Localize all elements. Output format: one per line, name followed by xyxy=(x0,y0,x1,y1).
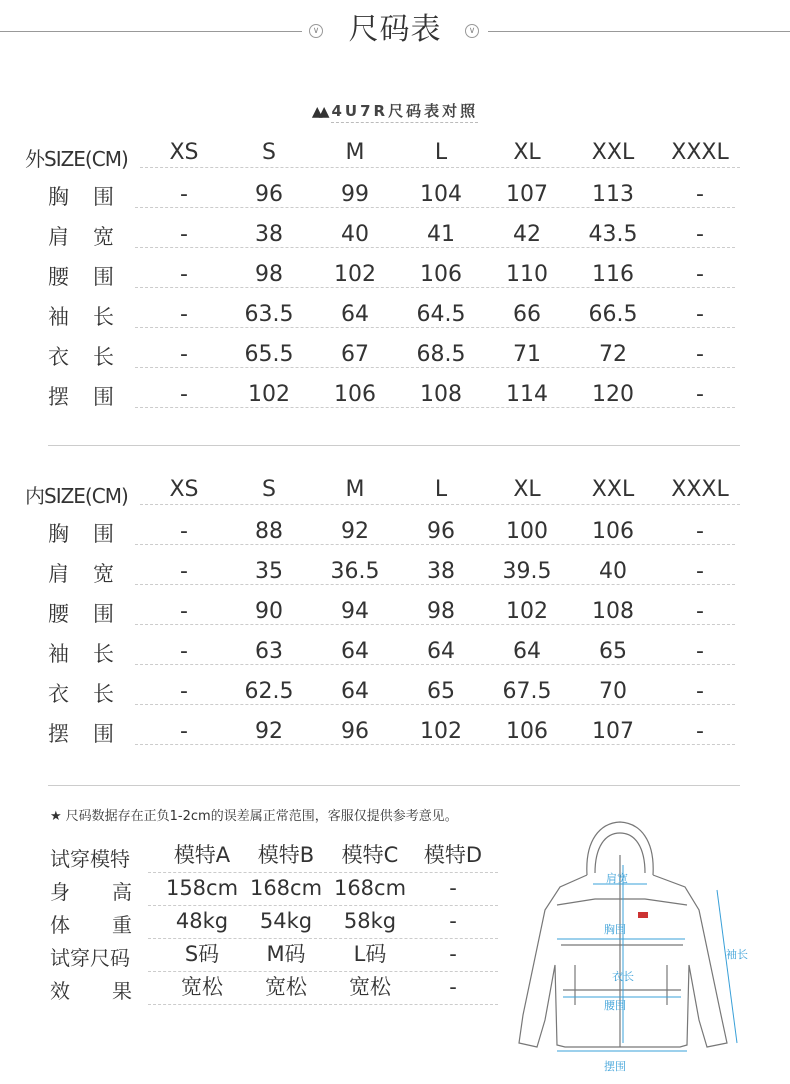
model-value-cell: S码 xyxy=(184,942,220,966)
value-cell: 38 xyxy=(427,559,455,584)
table-row xyxy=(0,635,790,675)
value-cell: - xyxy=(696,262,704,287)
model-row xyxy=(48,941,500,974)
logo-mark xyxy=(638,912,648,918)
value-cell: 64 xyxy=(341,302,369,327)
value-cell: - xyxy=(180,679,188,704)
jacket-diagram xyxy=(505,815,765,1084)
value-cell: - xyxy=(696,222,704,247)
value-cell: 92 xyxy=(341,519,369,544)
row-dashed-line xyxy=(135,624,735,625)
model-value-cell: 58kg xyxy=(343,909,397,933)
value-cell: 64 xyxy=(427,639,455,664)
size-header-cell: XXXL xyxy=(671,140,729,165)
model-value-cell: 模特B xyxy=(257,843,315,867)
value-cell: 107 xyxy=(506,182,548,207)
row-label-char: 围 xyxy=(93,185,114,209)
size-header-cell: S xyxy=(262,140,276,165)
row-label-char: 肩 xyxy=(48,225,69,249)
row-label-char: 围 xyxy=(93,722,114,746)
row-label-char: 围 xyxy=(93,602,114,626)
value-cell: 72 xyxy=(599,342,627,367)
star-icon: ★ xyxy=(50,809,62,824)
value-cell: 92 xyxy=(255,719,283,744)
page-title: 尺码表 xyxy=(348,12,442,47)
value-cell: - xyxy=(180,342,188,367)
table-row xyxy=(0,178,790,218)
row-label xyxy=(48,599,114,629)
row-dashed-line xyxy=(148,938,498,939)
value-cell: 43.5 xyxy=(588,222,638,247)
model-label-text: 试穿尺码 xyxy=(50,946,130,970)
value-cell: - xyxy=(180,302,188,327)
model-row-label xyxy=(50,879,132,905)
value-cell: 64.5 xyxy=(416,302,466,327)
value-cell: 62.5 xyxy=(244,679,294,704)
value-cell: 100 xyxy=(506,519,548,544)
model-value-cell: 模特A xyxy=(173,843,231,867)
row-label-char: 胸 xyxy=(48,522,69,546)
value-cell: 94 xyxy=(341,599,369,624)
row-dashed-line xyxy=(135,287,735,288)
table-row xyxy=(0,258,790,298)
value-cell: 65 xyxy=(599,639,627,664)
row-label xyxy=(48,382,114,412)
value-cell: 65.5 xyxy=(244,342,294,367)
row-dashed-line xyxy=(135,327,735,328)
value-cell: 96 xyxy=(427,519,455,544)
size-header-cell: XL xyxy=(513,140,541,165)
model-label-text: 试穿模特 xyxy=(50,847,130,871)
row-label-char: 宽 xyxy=(93,562,114,586)
size-header-cell: M xyxy=(345,140,365,165)
size-header-cell: XL xyxy=(513,477,541,502)
value-cell: 42 xyxy=(513,222,541,247)
value-cell: 113 xyxy=(592,182,634,207)
row-label xyxy=(48,559,114,589)
row-dashed-line xyxy=(135,664,735,665)
row-dashed-line xyxy=(135,544,735,545)
value-cell: 116 xyxy=(592,262,634,287)
value-cell: - xyxy=(180,262,188,287)
value-cell: - xyxy=(696,639,704,664)
model-value-cell: L码 xyxy=(353,942,387,966)
size-header-cell: XXL xyxy=(591,477,635,502)
size-note xyxy=(50,805,458,824)
size-header-cell: M xyxy=(345,477,365,502)
value-cell: - xyxy=(180,382,188,407)
value-cell: - xyxy=(180,559,188,584)
section-divider xyxy=(48,445,740,446)
model-value-cell: 模特D xyxy=(423,843,483,867)
size-header-cell: L xyxy=(434,477,448,502)
value-cell: 102 xyxy=(334,262,376,287)
value-cell: 64 xyxy=(341,679,369,704)
row-label-char: 围 xyxy=(93,385,114,409)
row-dashed-line xyxy=(140,504,740,505)
waist-label: 腰围 xyxy=(604,999,626,1012)
size-header-cell: XXXL xyxy=(671,477,729,502)
value-cell: - xyxy=(696,342,704,367)
value-cell: 99 xyxy=(341,182,369,207)
section-divider xyxy=(48,785,740,786)
value-cell: 67.5 xyxy=(502,679,552,704)
value-cell: 104 xyxy=(420,182,462,207)
value-cell: 66 xyxy=(513,302,541,327)
table-row xyxy=(0,715,790,755)
row-label-char: 衣 xyxy=(48,682,69,706)
value-cell: 96 xyxy=(255,182,283,207)
size-header-row xyxy=(0,475,790,515)
model-label-text: 高 xyxy=(112,880,132,904)
value-cell: 71 xyxy=(513,342,541,367)
model-value-cell: - xyxy=(449,942,457,966)
size-header-cell: XS xyxy=(169,140,199,165)
table-row xyxy=(0,515,790,555)
model-row-label xyxy=(50,978,132,1004)
model-label-text: 果 xyxy=(112,979,132,1003)
value-cell: 106 xyxy=(420,262,462,287)
row-dashed-line xyxy=(135,207,735,208)
value-cell: 120 xyxy=(592,382,634,407)
model-row-label xyxy=(50,912,132,938)
value-cell: 98 xyxy=(255,262,283,287)
size-header-cell: XXL xyxy=(591,140,635,165)
value-cell: 106 xyxy=(506,719,548,744)
model-value-cell: 168cm xyxy=(333,876,407,900)
value-cell: - xyxy=(696,679,704,704)
model-value-cell: 模特C xyxy=(341,843,399,867)
value-cell: 67 xyxy=(341,342,369,367)
row-label-char: 摆 xyxy=(48,385,69,409)
size-header-cell: L xyxy=(434,140,448,165)
size-header-row xyxy=(0,138,790,178)
value-cell: 63.5 xyxy=(244,302,294,327)
value-cell: - xyxy=(696,559,704,584)
model-label-text: 身 xyxy=(50,880,70,904)
model-row xyxy=(48,908,500,941)
value-cell: - xyxy=(180,519,188,544)
table-label: 外SIZE(CM) xyxy=(25,147,128,171)
value-cell: 102 xyxy=(248,382,290,407)
chevron-down-circle-icon: ∨ xyxy=(309,24,323,38)
row-label-char: 肩 xyxy=(48,562,69,586)
row-label-char: 宽 xyxy=(93,225,114,249)
row-dashed-line xyxy=(135,407,735,408)
row-label-char: 长 xyxy=(93,345,114,369)
row-label-char: 腰 xyxy=(48,265,69,289)
value-cell: 106 xyxy=(592,519,634,544)
row-label xyxy=(48,342,114,372)
row-label-char: 围 xyxy=(93,265,114,289)
row-label-char: 衣 xyxy=(48,345,69,369)
value-cell: - xyxy=(180,222,188,247)
value-cell: - xyxy=(696,519,704,544)
value-cell: - xyxy=(180,639,188,664)
row-dashed-line xyxy=(135,744,735,745)
value-cell: - xyxy=(696,719,704,744)
row-dashed-line xyxy=(135,584,735,585)
value-cell: 70 xyxy=(599,679,627,704)
row-label-char: 胸 xyxy=(48,185,69,209)
table-row xyxy=(0,218,790,258)
model-value-cell: 168cm xyxy=(249,876,323,900)
row-dashed-line xyxy=(148,971,498,972)
note-text: 尺码数据存在正负1-2cm的误差属正常范围，客服仅提供参考意见。 xyxy=(65,809,458,824)
table-label: 内SIZE(CM) xyxy=(25,484,128,508)
row-label-char: 长 xyxy=(93,642,114,666)
row-dashed-line xyxy=(140,167,740,168)
table-row xyxy=(0,675,790,715)
row-label xyxy=(48,639,114,669)
value-cell: - xyxy=(180,599,188,624)
table-row xyxy=(0,595,790,635)
row-dashed-line xyxy=(135,367,735,368)
value-cell: 41 xyxy=(427,222,455,247)
model-value-cell: 宽松 xyxy=(181,975,223,999)
value-cell: 65 xyxy=(427,679,455,704)
row-label xyxy=(48,222,114,252)
row-label xyxy=(48,302,114,332)
model-row-label xyxy=(50,945,132,971)
row-label-char: 袖 xyxy=(48,305,69,329)
row-label-char: 长 xyxy=(93,682,114,706)
header-line-right xyxy=(488,31,790,32)
length-label: 衣长 xyxy=(612,970,634,983)
value-cell: 108 xyxy=(592,599,634,624)
value-cell: - xyxy=(696,599,704,624)
size-header-cell: S xyxy=(262,477,276,502)
model-value-cell: - xyxy=(449,876,457,900)
value-cell: 98 xyxy=(427,599,455,624)
table-row xyxy=(0,555,790,595)
model-row xyxy=(48,875,500,908)
row-dashed-line xyxy=(148,872,498,873)
value-cell: - xyxy=(696,182,704,207)
row-dashed-line xyxy=(148,1004,498,1005)
row-label-char: 摆 xyxy=(48,722,69,746)
value-cell: 64 xyxy=(341,639,369,664)
chevron-down-circle-icon: ∨ xyxy=(465,24,479,38)
model-row-label xyxy=(50,846,132,872)
row-dashed-line xyxy=(135,247,735,248)
model-label-text: 体 xyxy=(50,913,70,937)
table-subtitle xyxy=(0,100,790,121)
row-label-char: 袖 xyxy=(48,642,69,666)
value-cell: 108 xyxy=(420,382,462,407)
shoulder-label: 肩宽 xyxy=(606,872,628,885)
row-label xyxy=(48,719,114,749)
model-value-cell: 54kg xyxy=(259,909,313,933)
hem-label: 摆围 xyxy=(604,1060,626,1073)
table-row xyxy=(0,298,790,338)
model-value-cell: - xyxy=(449,909,457,933)
value-cell: 90 xyxy=(255,599,283,624)
model-value-cell: 158cm xyxy=(165,876,239,900)
row-label xyxy=(48,679,114,709)
row-label-char: 围 xyxy=(93,522,114,546)
value-cell: 40 xyxy=(599,559,627,584)
chest-label: 胸围 xyxy=(604,923,626,936)
row-label-char: 长 xyxy=(93,305,114,329)
value-cell: 102 xyxy=(420,719,462,744)
model-value-cell: 宽松 xyxy=(265,975,307,999)
value-cell: 114 xyxy=(506,382,548,407)
value-cell: - xyxy=(696,302,704,327)
model-value-cell: M码 xyxy=(266,942,306,966)
value-cell: 64 xyxy=(513,639,541,664)
value-cell: - xyxy=(180,719,188,744)
table-row xyxy=(0,338,790,378)
value-cell: 96 xyxy=(341,719,369,744)
value-cell: 68.5 xyxy=(416,342,466,367)
value-cell: 106 xyxy=(334,382,376,407)
value-cell: 66.5 xyxy=(588,302,638,327)
subtitle-text: 4U7R尺码表对照 xyxy=(331,102,478,123)
value-cell: - xyxy=(180,182,188,207)
row-label xyxy=(48,262,114,292)
mountain-icon: ▲▲ xyxy=(311,104,326,120)
model-label-text: 效 xyxy=(50,979,70,1003)
model-value-cell: 宽松 xyxy=(349,975,391,999)
model-value-cell: - xyxy=(449,975,457,999)
row-label-char: 腰 xyxy=(48,602,69,626)
table-row xyxy=(0,378,790,418)
value-cell: 102 xyxy=(506,599,548,624)
size-header-cell: XS xyxy=(169,477,199,502)
measurement-lines xyxy=(557,865,737,1051)
model-value-cell: 48kg xyxy=(175,909,229,933)
value-cell: 110 xyxy=(506,262,548,287)
value-cell: 39.5 xyxy=(502,559,552,584)
value-cell: 63 xyxy=(255,639,283,664)
value-cell: 40 xyxy=(341,222,369,247)
model-header-row xyxy=(48,842,500,875)
value-cell: - xyxy=(696,382,704,407)
sleeve-label: 袖长 xyxy=(726,948,748,961)
row-label xyxy=(48,519,114,549)
model-label-text: 重 xyxy=(112,913,132,937)
row-label xyxy=(48,182,114,212)
row-dashed-line xyxy=(135,704,735,705)
value-cell: 36.5 xyxy=(330,559,380,584)
value-cell: 38 xyxy=(255,222,283,247)
model-row xyxy=(48,974,500,1007)
value-cell: 35 xyxy=(255,559,283,584)
row-dashed-line xyxy=(148,905,498,906)
value-cell: 88 xyxy=(255,519,283,544)
value-cell: 107 xyxy=(592,719,634,744)
